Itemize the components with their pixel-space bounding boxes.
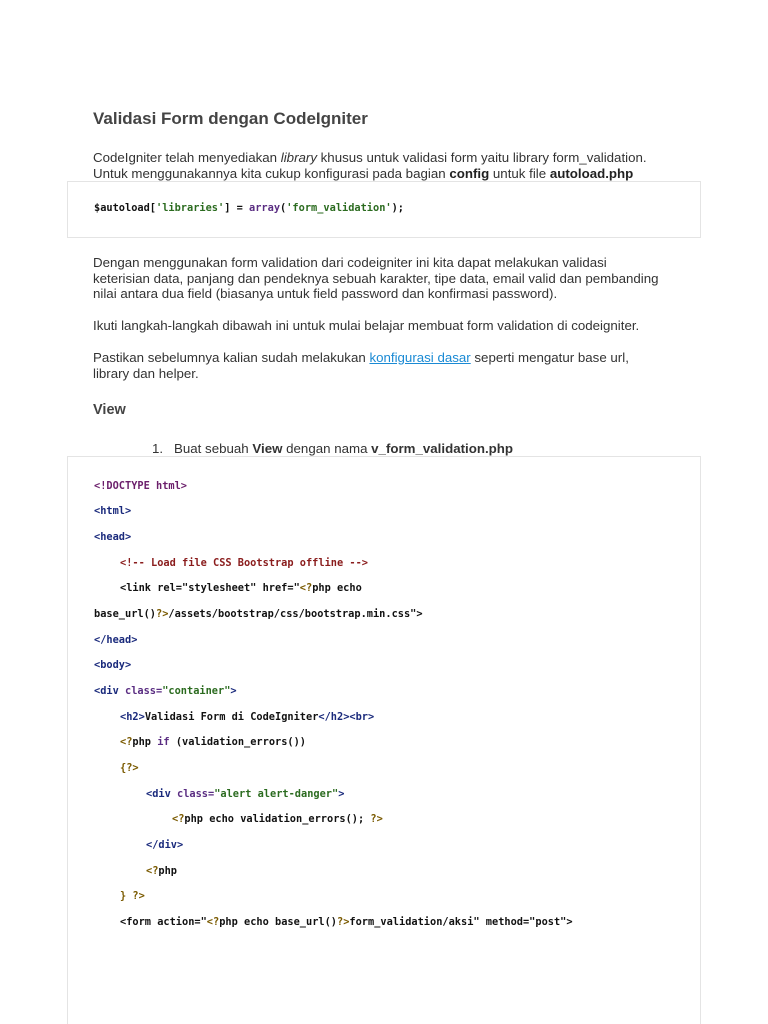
- code-line: [94, 608, 423, 620]
- code-fragment: /assets/bootstrap/css/bootstrap.min.css">: [168, 608, 423, 620]
- code-fragment: </h2><br>: [318, 711, 375, 723]
- code-fragment: php echo base_url(): [219, 916, 337, 928]
- code-paren: (: [280, 202, 287, 214]
- code-line: [146, 865, 177, 877]
- intro-text-4: untuk file: [489, 165, 550, 181]
- code-line: <!DOCTYPE html>: [94, 480, 187, 492]
- intro-text-2: khusus untuk validasi form yaitu library form_validation.: [316, 150, 647, 165]
- code-end: );: [391, 202, 405, 214]
- code-fragment: php echo validation_errors();: [184, 813, 371, 825]
- code-fragment: ?>: [156, 608, 169, 620]
- konfigurasi-dasar-link[interactable]: konfigurasi dasar: [369, 350, 471, 365]
- code-fragment: <form action=": [120, 916, 207, 928]
- step1-text-1: Buat sebuah: [174, 441, 253, 456]
- para3-text-1: Pastikan sebelumnya kalian sudah melakukan: [93, 350, 370, 365]
- code-fragment: if: [157, 736, 170, 748]
- code-key: 'libraries': [156, 202, 225, 214]
- code-fragment: class=: [125, 685, 163, 697]
- code-fragment: "container": [162, 685, 231, 697]
- code-fragment: <div: [146, 788, 177, 800]
- code-fragment: <link rel="stylesheet" href=": [120, 582, 300, 594]
- para3-line2: library dan helper.: [93, 365, 199, 381]
- code-fragment: ?>: [370, 813, 383, 825]
- code-line: [172, 813, 383, 825]
- para3-text-2: seperti mengatur base url,: [470, 350, 629, 365]
- paragraph-prerequisite: [93, 350, 693, 381]
- code-val: 'form_validation': [286, 202, 392, 214]
- code-fragment: <?: [120, 736, 133, 748]
- code-fragment: Validasi Form di CodeIgniter: [144, 711, 319, 723]
- autoload-code-line: [94, 202, 404, 214]
- code-fragment: php: [132, 736, 158, 748]
- code-bracket: [: [149, 202, 156, 214]
- code-fragment: <?: [146, 865, 159, 877]
- para1-line3: nilai antara dua field (biasanya untuk field password dan konfirmasi password).: [93, 286, 558, 301]
- code-line: [94, 685, 237, 697]
- code-line: </head>: [94, 634, 138, 646]
- code-line: {?>: [120, 762, 139, 774]
- code-fragment: <?: [206, 916, 220, 928]
- code-fragment: ?>: [337, 916, 350, 928]
- code-fragment: "alert alert-danger": [214, 788, 339, 800]
- intro-paragraph: [93, 150, 693, 181]
- code-line: [146, 788, 344, 800]
- autoload-code-block: [67, 181, 701, 238]
- intro-bold-autoload: autoload.php: [549, 165, 634, 181]
- code-line: </div>: [146, 839, 184, 851]
- code-fragment: <?: [299, 582, 313, 594]
- list-number: 1.: [152, 441, 164, 456]
- step1-bold-filename: v_form_validation.php: [371, 441, 514, 456]
- code-line: [120, 711, 374, 723]
- code-fragment: <?: [172, 813, 185, 825]
- code-fragment: >: [230, 685, 237, 697]
- code-fragment: <div: [94, 685, 125, 697]
- code-line: [120, 582, 362, 594]
- paragraph-steps-intro: Ikuti langkah-langkah dibawah ini untuk mulai belajar membuat form validation di codeigniter.: [93, 318, 640, 333]
- code-fragment: <h2>: [120, 711, 145, 723]
- code-line: } ?>: [120, 890, 145, 902]
- code-fragment: base_url(): [94, 608, 156, 620]
- code-fragment: (validation_errors()): [169, 736, 307, 748]
- code-op: ] =: [224, 202, 250, 214]
- code-line: [120, 736, 306, 748]
- code-fragment: php: [158, 865, 178, 877]
- code-fragment: class=: [177, 788, 215, 800]
- code-fragment: >: [338, 788, 345, 800]
- page-title: Validasi Form dengan CodeIgniter: [93, 109, 368, 128]
- intro-bold-config: config: [449, 165, 490, 181]
- code-fragment: php echo: [312, 582, 362, 594]
- intro-text-3: Untuk menggunakannya kita cukup konfigurasi pada bagian: [93, 165, 450, 181]
- code-fn: array: [249, 202, 281, 214]
- code-line: <body>: [94, 659, 132, 671]
- code-fragment: form_validation/aksi" method="post">: [349, 916, 573, 928]
- para1-line2: keterisian data, panjang dan pendeknya sebuah karakter, tipe data, email valid dan pembanding: [93, 270, 659, 286]
- code-line: [120, 916, 573, 928]
- intro-italic-library: library: [280, 150, 317, 165]
- code-comment-line: <!-- Load file CSS Bootstrap offline -->: [120, 557, 368, 569]
- section-heading-view: View: [93, 402, 126, 418]
- code-line: <html>: [94, 505, 132, 517]
- step1-bold-view: View: [252, 441, 283, 456]
- list-item-step-1: [152, 441, 513, 456]
- paragraph-description: [93, 255, 693, 302]
- step1-text-2: dengan nama: [282, 441, 372, 456]
- view-code-block: [67, 456, 701, 1024]
- para1-line1: Dengan menggunakan form validation dari codeigniter ini kita dapat melakukan validasi: [93, 255, 607, 270]
- intro-text-1: CodeIgniter telah menyediakan: [93, 150, 281, 165]
- code-var: $autoload: [94, 202, 150, 214]
- code-line: <head>: [94, 531, 132, 543]
